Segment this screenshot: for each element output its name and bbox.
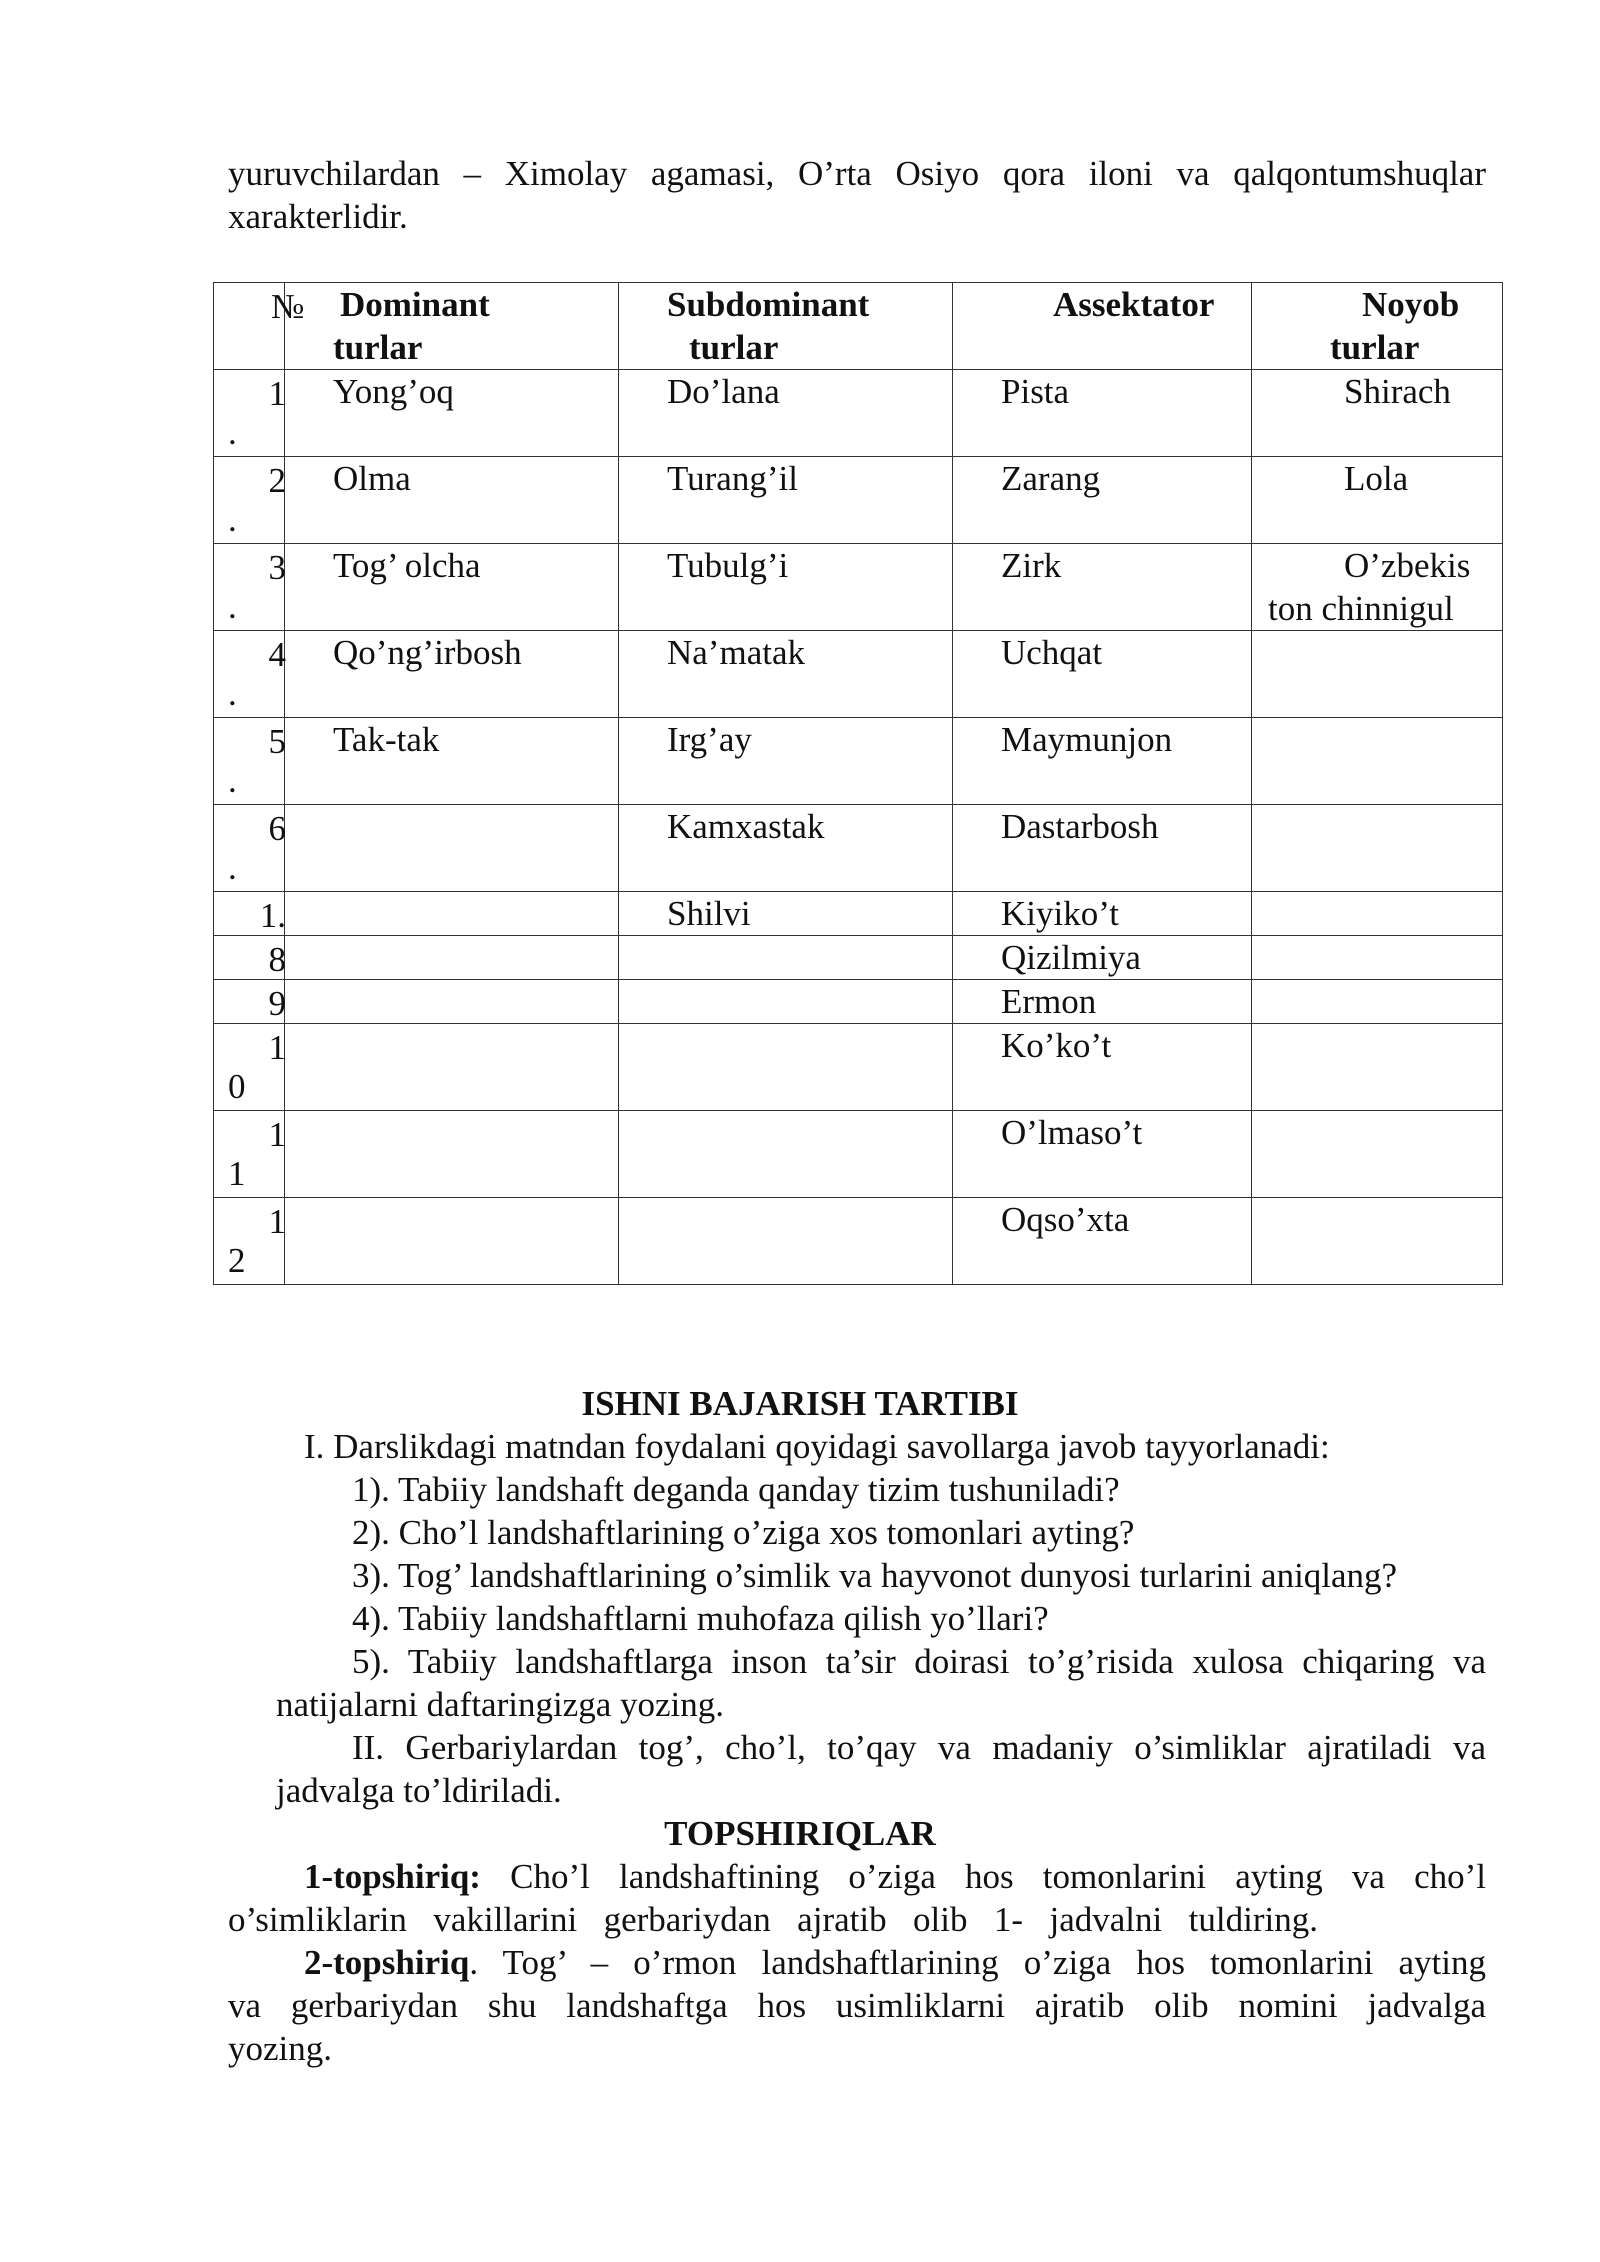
- assektator-cell: Pista: [953, 370, 1252, 457]
- table-row: [214, 1024, 1503, 1111]
- row-number-cell: [214, 892, 285, 936]
- assektator-cell: O’lmaso’t: [953, 1111, 1252, 1198]
- header-subdominant-line1: Subdominant: [667, 285, 870, 324]
- subdominant-cell: [619, 980, 953, 1024]
- dominant-cell: Tak-tak: [285, 718, 619, 805]
- assektator-cell: Uchqat: [953, 631, 1252, 718]
- row-number-bottom: .: [228, 587, 237, 626]
- dominant-cell: [285, 892, 619, 936]
- row-number-top: 4: [268, 635, 286, 674]
- procedure-title: ISHNI BAJARISH TARTIBI: [581, 1384, 1019, 1423]
- subdominant-cell: Do’lana: [619, 370, 953, 457]
- task-1-text-a: Cho’l landshaftining o’ziga hos tomonlarini ayting va cho’l: [480, 1857, 1486, 1896]
- row-number-top: 1: [268, 1202, 286, 1241]
- assektator-cell: Zarang: [953, 457, 1252, 544]
- header-dominant: [285, 283, 619, 370]
- noyob-cell: [1252, 1198, 1503, 1285]
- dominant-cell: Tog’ olcha: [285, 544, 619, 631]
- row-number-top: 1: [268, 1028, 286, 1067]
- row-number-bottom: .: [228, 500, 237, 539]
- intro-paragraph: yuruvchilardan – Ximolay agamasi, O’rta Osiyo qora iloni va qalqontumshuqlar xarakterlidir.: [228, 154, 1486, 236]
- row-number-cell: [214, 370, 285, 457]
- header-noyob-line2: turlar: [1330, 328, 1420, 367]
- subdominant-cell: Shilvi: [619, 892, 953, 936]
- tasks-title: TOPSHIRIQLAR: [664, 1814, 936, 1853]
- table-row: [214, 370, 1503, 457]
- table-row: [214, 1198, 1503, 1285]
- table-row: [214, 718, 1503, 805]
- row-number-bottom: .: [228, 674, 237, 713]
- task-2-line3: yozing.: [228, 2029, 333, 2068]
- assektator-cell: Qizilmiya: [953, 936, 1252, 980]
- noyob-text: Shirach: [1344, 372, 1451, 411]
- task-2-text-a: . Tog’ – o’rmon landshaftlarining o’ziga hos tomonlarini ayting: [469, 1943, 1486, 1982]
- question-5-line1: 5). Tabiiy landshaftlarga inson ta’sir doirasi to’g’risida xulosa chiqaring va: [352, 1642, 1486, 1681]
- question-2: 2). Cho’l landshaftlarining o’ziga xos tomonlari ayting?: [352, 1513, 1135, 1552]
- subdominant-cell: Tubulg’i: [619, 544, 953, 631]
- table-row: [214, 892, 1503, 936]
- dominant-cell: [285, 1198, 619, 1285]
- dominant-cell: Yong’oq: [285, 370, 619, 457]
- procedure-intro: I. Darslikdagi matndan foydalani qoyidagi savollarga javob tayyorlanadi:: [304, 1427, 1330, 1466]
- row-number-top: 5: [268, 722, 286, 761]
- row-number-top: 1.: [259, 896, 286, 935]
- row-number-top: 3: [268, 548, 286, 587]
- dominant-cell: Olma: [285, 457, 619, 544]
- species-table: [213, 282, 1503, 1285]
- question-1: 1). Tabiiy landshaft deganda qanday tizim tushuniladi?: [352, 1470, 1120, 1509]
- assektator-cell: Dastarbosh: [953, 805, 1252, 892]
- task-1-line1: [304, 1855, 1486, 1898]
- table-row: [214, 1111, 1503, 1198]
- row-number-top: 6: [268, 809, 286, 848]
- question-4: 4). Tabiiy landshaftlarni muhofaza qilish yo’llari?: [352, 1599, 1049, 1638]
- question-3: 3). Tog’ landshaftlarining o’simlik va hayvonot dunyosi turlarini aniqlang?: [352, 1556, 1398, 1595]
- dominant-cell: [285, 980, 619, 1024]
- row-number-bottom: 2: [228, 1241, 246, 1280]
- subdominant-cell: Turang’il: [619, 457, 953, 544]
- row-number-cell: [214, 980, 285, 1024]
- row-number-cell: [214, 631, 285, 718]
- row-number-top: 9: [268, 984, 286, 1023]
- row-number-bottom: .: [228, 848, 237, 887]
- row-number-cell: [214, 457, 285, 544]
- dominant-cell: [285, 1024, 619, 1111]
- procedure-ii-line1: II. Gerbariylardan tog’, cho’l, to’qay va madaniy o’simliklar ajratiladi va: [352, 1728, 1486, 1767]
- header-number: [214, 283, 305, 370]
- task-2-line2: va gerbariydan shu landshaftga hos usimliklarni ajratib olib nomini jadvalga: [228, 1986, 1486, 2025]
- subdominant-cell: Kamxastak: [619, 805, 953, 892]
- noyob-cell: [1252, 892, 1503, 936]
- noyob-cell: [1252, 457, 1503, 544]
- header-dominant-line2: turlar: [333, 328, 423, 367]
- noyob-cell: [1252, 718, 1503, 805]
- row-number-bottom: 0: [228, 1067, 246, 1106]
- assektator-cell: Zirk: [953, 544, 1252, 631]
- row-number-top: 1: [268, 1115, 286, 1154]
- subdominant-cell: [619, 1198, 953, 1285]
- assektator-cell: Kiyiko’t: [953, 892, 1252, 936]
- assektator-cell: Ermon: [953, 980, 1252, 1024]
- row-number-top: 8: [268, 940, 286, 979]
- header-noyob: [1252, 283, 1503, 370]
- noyob-cell: [1252, 370, 1503, 457]
- header-subdominant-line2: turlar: [689, 328, 779, 367]
- subdominant-cell: Irg’ay: [619, 718, 953, 805]
- row-number-cell: [214, 936, 285, 980]
- row-number-cell: [214, 1024, 285, 1111]
- dominant-cell: [285, 1111, 619, 1198]
- row-number-cell: [214, 1111, 285, 1198]
- noyob-cell: [1252, 631, 1503, 718]
- noyob-cell: [1252, 544, 1503, 631]
- header-assektator: [953, 283, 1252, 370]
- subdominant-cell: [619, 936, 953, 980]
- task-2-label: 2-topshiriq: [304, 1943, 470, 1982]
- table-header-row: [214, 283, 1503, 370]
- table-row: [214, 805, 1503, 892]
- header-assektator-label: Assektator: [1053, 285, 1215, 324]
- subdominant-cell: Na’matak: [619, 631, 953, 718]
- noyob-text-line2: ton chinnigul: [1268, 589, 1454, 628]
- assektator-cell: Oqso’xta: [953, 1198, 1252, 1285]
- task-1-line2: o’simliklarin vakillarini gerbariydan ajratib olib 1- jadvalni tuldiring.: [228, 1900, 1318, 1939]
- question-5-line2: natijalarni daftaringizga yozing.: [276, 1685, 725, 1724]
- row-number-top: 2: [268, 461, 286, 500]
- noyob-cell: [1252, 805, 1503, 892]
- subdominant-cell: [619, 1024, 953, 1111]
- table-row: [214, 936, 1503, 980]
- row-number-cell: [214, 805, 285, 892]
- row-number-cell: [214, 718, 285, 805]
- row-number-bottom: .: [228, 413, 237, 452]
- row-number-bottom: .: [228, 761, 237, 800]
- table-row: [214, 457, 1503, 544]
- row-number-bottom: 1: [228, 1154, 246, 1193]
- dominant-cell: Qo’ng’irbosh: [285, 631, 619, 718]
- task-1-label: 1-topshiriq:: [304, 1857, 481, 1896]
- assektator-cell: Ko’ko’t: [953, 1024, 1252, 1111]
- noyob-text-line1: O’zbekis: [1344, 546, 1471, 585]
- row-number-cell: [214, 544, 285, 631]
- noyob-cell: [1252, 936, 1503, 980]
- noyob-cell: [1252, 980, 1503, 1024]
- row-number-cell: [214, 1198, 285, 1285]
- noyob-text: Lola: [1344, 459, 1409, 498]
- procedure-ii-line2: jadvalga to’ldiriladi.: [276, 1771, 562, 1810]
- assektator-cell: Maymunjon: [953, 718, 1252, 805]
- header-subdominant: [619, 283, 953, 370]
- noyob-cell: [1252, 1111, 1503, 1198]
- task-2-line1: [304, 1941, 1486, 1984]
- row-number-top: 1: [268, 374, 286, 413]
- header-noyob-line1: Noyob: [1362, 285, 1460, 324]
- dominant-cell: [285, 805, 619, 892]
- noyob-cell: [1252, 1024, 1503, 1111]
- table-row: [214, 631, 1503, 718]
- header-number-label: №: [271, 287, 305, 326]
- table-row: [214, 544, 1503, 631]
- header-dominant-line1: Dominant: [340, 285, 490, 324]
- dominant-cell: [285, 936, 619, 980]
- table-row: [214, 980, 1503, 1024]
- subdominant-cell: [619, 1111, 953, 1198]
